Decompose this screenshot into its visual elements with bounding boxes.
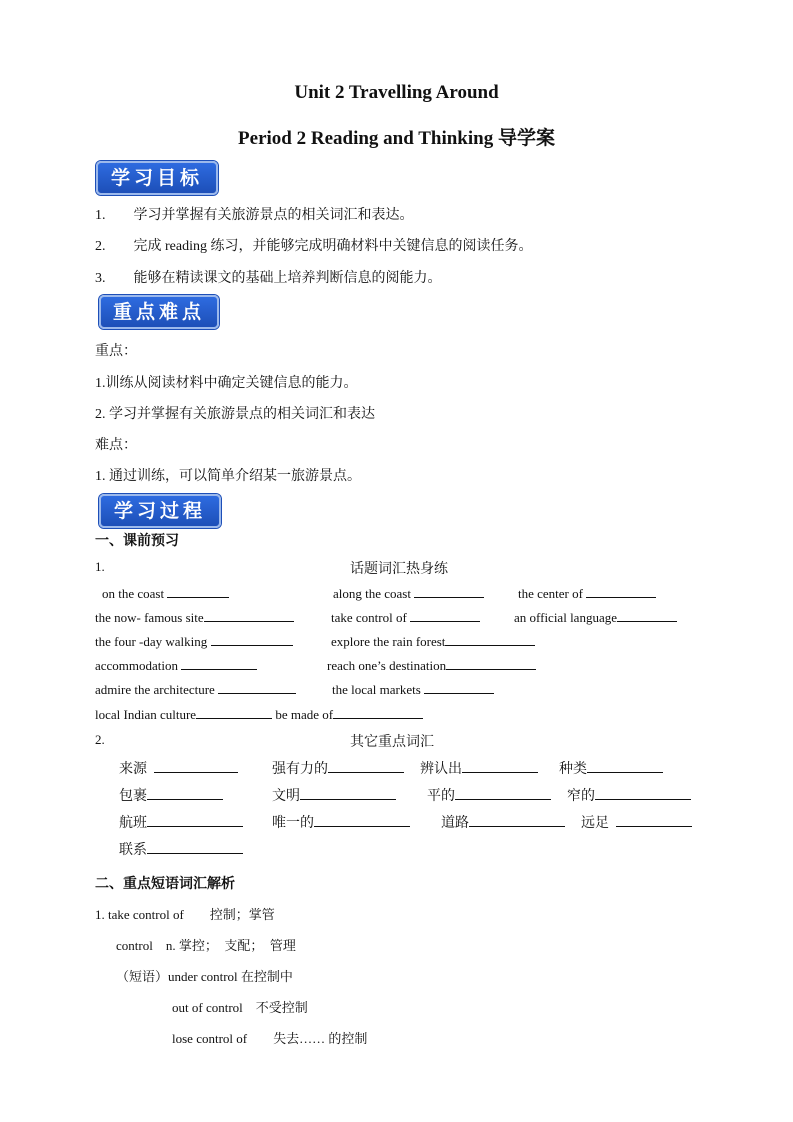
- cn-vocab-item: 包裹: [119, 785, 223, 805]
- cn-vocab-item: 道路: [441, 812, 565, 832]
- objective-item: 2. 完成 reading 练习，并能够完成明确材料中关键信息的阅读任务。: [95, 239, 533, 254]
- key-item: 1.训练从阅读材料中确定关键信息的能力。: [95, 376, 358, 391]
- cn-vocab-item: 平的: [427, 785, 551, 805]
- vocab-item: reach one’s destination: [327, 657, 536, 674]
- objectives-badge: 学习目标: [96, 161, 218, 195]
- item-number: 1.: [95, 559, 105, 574]
- vocab-item: take control of: [331, 609, 480, 626]
- key-points-badge: 重点难点: [99, 295, 219, 329]
- blank-line[interactable]: [314, 814, 410, 827]
- blank-line[interactable]: [218, 681, 296, 694]
- vocab-item: along the coast: [333, 585, 484, 602]
- phrase-line: control n. 掌控； 支配； 管理: [116, 938, 296, 953]
- vocab-item: admire the architecture: [95, 681, 296, 698]
- cn-vocab-item: 窄的: [567, 785, 691, 805]
- preview-heading: 一、课前预习: [95, 534, 179, 549]
- phrase-line: 1. take control of 控制；掌管: [95, 907, 275, 922]
- vocab-item: the local markets: [332, 681, 494, 698]
- blank-line[interactable]: [328, 760, 404, 773]
- vocab-item: local Indian culture be made of: [95, 706, 423, 723]
- blank-line[interactable]: [333, 706, 423, 719]
- objective-item: 3. 能够在精读课文的基础上培养判断信息的阅能力。: [95, 271, 442, 286]
- vocab-item: the center of: [518, 585, 656, 602]
- blank-line[interactable]: [147, 841, 243, 854]
- blank-line[interactable]: [455, 787, 551, 800]
- phrase-line: out of control 不受控制: [172, 1000, 308, 1015]
- cn-vocab-item: 强有力的: [272, 758, 404, 778]
- blank-line[interactable]: [147, 814, 243, 827]
- cn-vocab-item: 文明: [272, 785, 396, 805]
- blank-line[interactable]: [147, 787, 223, 800]
- vocab-item: the four -day walking: [95, 633, 293, 650]
- blank-line[interactable]: [586, 585, 656, 598]
- cn-vocab-item: 辨认出: [420, 758, 538, 778]
- blank-line[interactable]: [462, 760, 538, 773]
- blank-line[interactable]: [587, 760, 663, 773]
- blank-line[interactable]: [204, 609, 294, 622]
- item-number: 2.: [95, 732, 105, 747]
- blank-line[interactable]: [181, 657, 257, 670]
- blank-line[interactable]: [469, 814, 565, 827]
- vocab-warmup-title: 话题词汇热身练: [350, 562, 448, 577]
- vocab-item: on the coast: [102, 585, 229, 602]
- blank-line[interactable]: [196, 706, 272, 719]
- cn-vocab-item: 唯一的: [272, 812, 410, 832]
- cn-vocab-item: 航班: [119, 812, 243, 832]
- key-item: 2. 学习并掌握有关旅游景点的相关词汇和表达: [95, 407, 375, 422]
- vocab-item: an official language: [514, 609, 677, 626]
- page-title: Unit 2 Travelling Around: [294, 82, 499, 103]
- cn-vocab-item: 种类: [559, 758, 663, 778]
- cn-vocab-item: 远足: [581, 812, 692, 832]
- phrases-heading: 二、重点短语词汇解析: [95, 877, 235, 892]
- blank-line[interactable]: [617, 609, 677, 622]
- key-label: 重点：: [95, 344, 137, 359]
- difficulty-label: 难点：: [95, 438, 137, 453]
- blank-line[interactable]: [446, 657, 536, 670]
- page-subtitle: Period 2 Reading and Thinking 导学案: [238, 128, 555, 149]
- phrase-line: lose control of 失去…… 的控制: [172, 1031, 368, 1046]
- blank-line[interactable]: [167, 585, 229, 598]
- process-badge: 学习过程: [99, 494, 221, 528]
- blank-line[interactable]: [211, 633, 293, 646]
- blank-line[interactable]: [414, 585, 484, 598]
- vocab-item: accommodation: [95, 657, 257, 674]
- blank-line[interactable]: [154, 760, 238, 773]
- other-vocab-title: 其它重点词汇: [350, 735, 434, 750]
- blank-line[interactable]: [616, 814, 692, 827]
- blank-line[interactable]: [410, 609, 480, 622]
- blank-line[interactable]: [595, 787, 691, 800]
- phrase-line: （短语）under control 在控制中: [116, 969, 293, 984]
- blank-line[interactable]: [300, 787, 396, 800]
- objective-item: 1. 学习并掌握有关旅游景点的相关词汇和表达。: [95, 208, 414, 223]
- cn-vocab-item: 来源: [119, 758, 238, 778]
- vocab-item: the now- famous site: [95, 609, 294, 626]
- cn-vocab-item: 联系: [119, 839, 243, 859]
- blank-line[interactable]: [445, 633, 535, 646]
- blank-line[interactable]: [424, 681, 494, 694]
- vocab-item: explore the rain forest: [331, 633, 535, 650]
- difficulty-item: 1. 通过训练，可以简单介绍某一旅游景点。: [95, 469, 361, 484]
